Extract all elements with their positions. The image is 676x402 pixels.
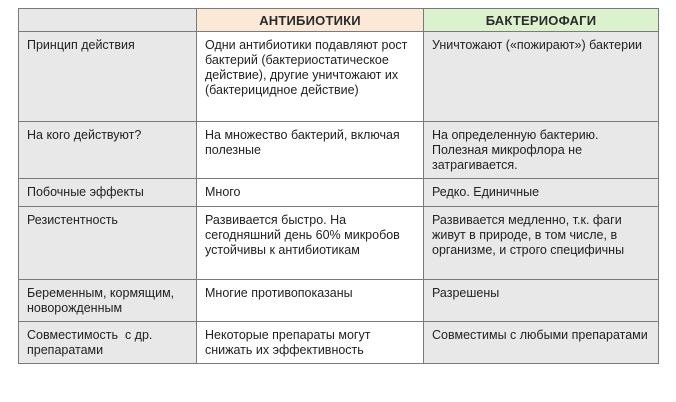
phages-cell-text: Совместимы с любыми препаратами bbox=[432, 328, 648, 342]
antibiotics-cell-targets bbox=[197, 122, 424, 179]
antibiotics-cell-compatibility bbox=[197, 322, 424, 364]
row-label-pregnancy bbox=[19, 280, 197, 322]
phages-cell-text: На определенную бактерию. Полезная микрофлора не затрагивается. bbox=[432, 128, 599, 172]
table-header-row bbox=[19, 9, 659, 32]
row-label-text: На кого действуют? bbox=[27, 128, 142, 142]
phages-cell-side-effects bbox=[424, 179, 659, 207]
table-row bbox=[19, 122, 659, 179]
antibiotics-cell-text: Развивается быстро. На сегодняшний день 60% микробов устойчивы к антибиотикам bbox=[205, 213, 400, 257]
phages-cell-text: Развивается медленно, т.к. фаги живут в природе, в том числе, в организме, и строго специфичны bbox=[432, 213, 625, 257]
phages-cell-text: Уничтожают («пожирают») бактерии bbox=[432, 38, 643, 52]
antibiotics-cell-text: Некоторые препараты могут снижать их эффективность bbox=[205, 328, 371, 357]
row-label-compatibility bbox=[19, 322, 197, 364]
comparison-table bbox=[18, 8, 659, 364]
table-row bbox=[19, 322, 659, 364]
row-label-text: Принцип действия bbox=[27, 38, 135, 52]
phages-cell-compatibility bbox=[424, 322, 659, 364]
phages-cell-pregnancy bbox=[424, 280, 659, 322]
antibiotics-cell-text: На множество бактерий, включая полезные bbox=[205, 128, 400, 157]
antibiotics-cell-resistance bbox=[197, 207, 424, 280]
antibiotics-cell-text: Многие противопоказаны bbox=[205, 286, 353, 300]
antibiotics-cell-pregnancy bbox=[197, 280, 424, 322]
antibiotics-cell-side-effects bbox=[197, 179, 424, 207]
row-label-text: Совместимость с др. препаратами bbox=[27, 328, 156, 357]
antibiotics-cell-text: Много bbox=[205, 185, 241, 199]
phages-cell-text: Разрешены bbox=[432, 286, 500, 300]
row-label-text: Беременным, кормящим, новорожденным bbox=[27, 286, 175, 315]
row-label-side-effects bbox=[19, 179, 197, 207]
table-row bbox=[19, 179, 659, 207]
header-empty-cell bbox=[19, 9, 197, 32]
row-label-resistance bbox=[19, 207, 197, 280]
phages-cell-targets bbox=[424, 122, 659, 179]
antibiotics-cell-text: Одни антибиотики подавляют рост бактерий (бактериостатическое действие), другие уничтожают их (бактерицидное действие) bbox=[205, 38, 408, 97]
row-label-text: Резистентность bbox=[27, 213, 118, 227]
row-label-text: Побочные эффекты bbox=[27, 185, 144, 199]
table-row bbox=[19, 207, 659, 280]
row-label-mechanism bbox=[19, 32, 197, 122]
header-bacteriophages: БАКТЕРИОФАГИ bbox=[424, 9, 659, 32]
phages-cell-text: Редко. Единичные bbox=[432, 185, 540, 199]
phages-cell-resistance bbox=[424, 207, 659, 280]
header-antibiotics: АНТИБИОТИКИ bbox=[197, 9, 424, 32]
table-row bbox=[19, 280, 659, 322]
antibiotics-cell-mechanism bbox=[197, 32, 424, 122]
phages-cell-mechanism bbox=[424, 32, 659, 122]
row-label-targets bbox=[19, 122, 197, 179]
table-row bbox=[19, 32, 659, 122]
